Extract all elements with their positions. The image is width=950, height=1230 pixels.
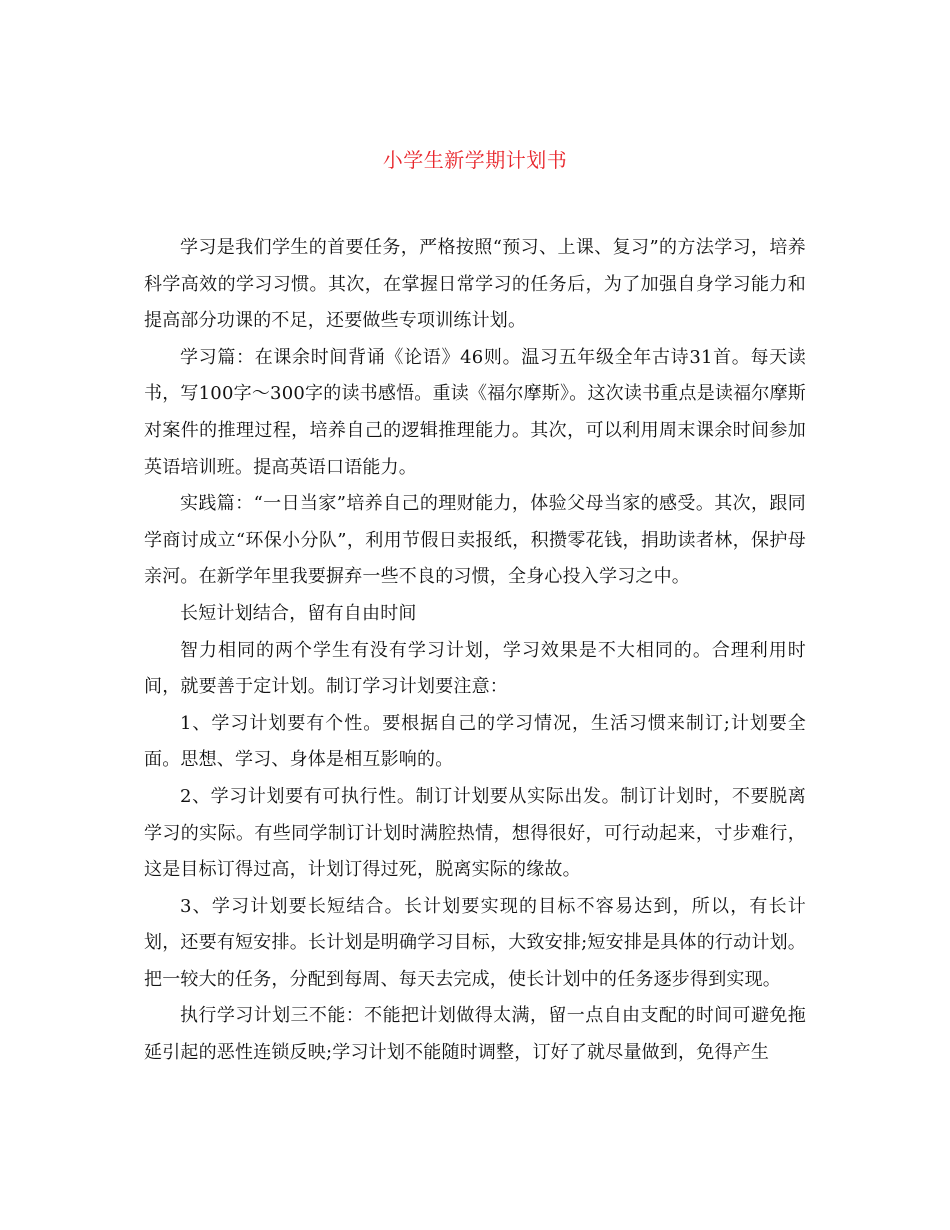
paragraph-planning: 智力相同的两个学生有没有学习计划，学习效果是不大相同的。合理利用时间，就要善于定计划。制订学习计划要注意： [144,639,806,698]
paragraph-study: 学习篇：在课余时间背诵《论语》46则。温习五年级全年古诗31首。每天读书，写100字～300字的读书感悟。重读《福尔摩斯》。这次读书重点是读福尔摩斯对案件的推理过程，培养自己的逻辑推理能力。其次，可以利用周末课余时间参加英语培训班。提高英语口语能力。 [144,346,806,478]
document-title: 小学生新学期计划书 [382,148,568,172]
document-body [144,230,806,1072]
paragraph-intro: 学习是我们学生的首要任务，严格按照“预习、上课、复习”的方法学习，培养科学高效的学习习惯。其次，在掌握日常学习的任务后，为了加强自身学习能力和提高部分功课的不足，还要做些专项训练计划。 [144,237,806,332]
list-item-1: 1、学习计划要有个性。要根据自己的学习情况，生活习惯来制订;计划要全面。思想、学习、身体是相互影响的。 [144,712,806,771]
list-item-3: 3、学习计划要长短结合。长计划要实现的目标不容易达到，所以，有长计划，还要有短安排。长计划是明确学习目标，大致安排;短安排是具体的行动计划。把一较大的任务，分配到每周、每天去完成，使长计划中的任务逐步得到实现。 [144,895,806,990]
section-heading: 长短计划结合，留有自由时间 [180,602,417,624]
paragraph-execution: 执行学习计划三不能：不能把计划做得太满，留一点自由支配的时间可避免拖延引起的恶性连锁反映;学习计划不能随时调整，订好了就尽量做到，免得产生 [144,1005,806,1064]
paragraph-practice: 实践篇：“一日当家”培养自己的理财能力，体验父母当家的感受。其次，跟同学商讨成立“环保小分队”，利用节假日卖报纸，积攒零花钱，捐助读者林，保护母亲河。在新学年里我要摒弃一些不良的习惯，全身心投入学习之中。 [144,493,806,588]
list-item-2: 2、学习计划要有可执行性。制订计划要从实际出发。制订计划时，不要脱离学习的实际。有些同学制订计划时满腔热情，想得很好，可行动起来，寸步难行，这是目标订得过高，计划订得过死，脱离实际的缘故。 [144,785,806,881]
